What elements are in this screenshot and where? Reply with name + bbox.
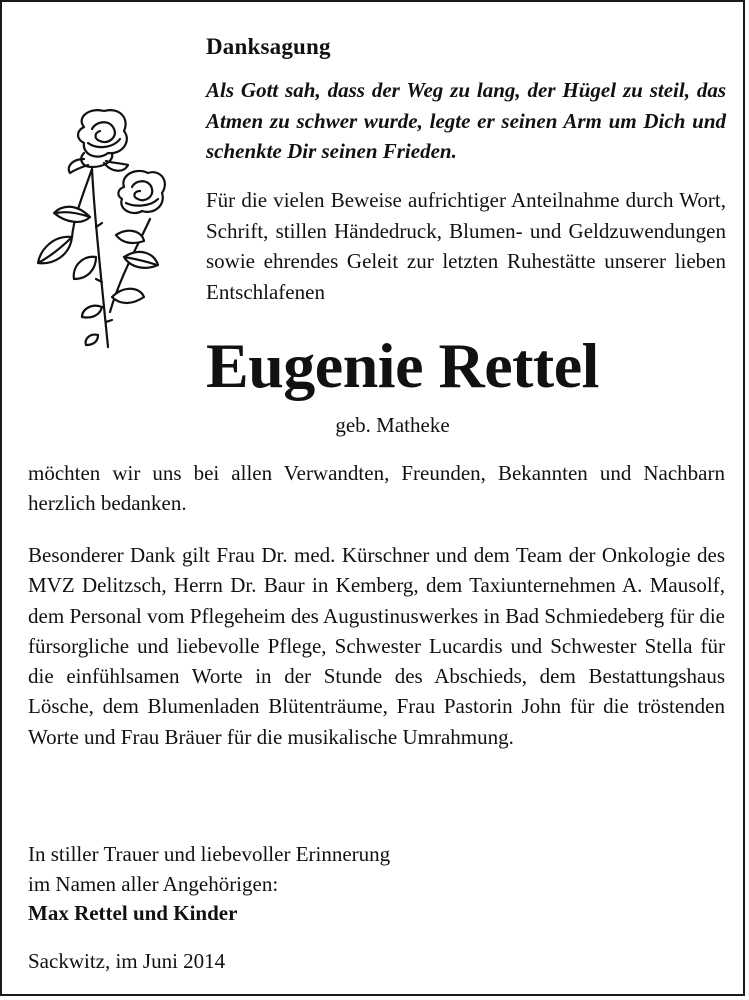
rose-icon: [32, 107, 167, 352]
memorial-quote: Als Gott sah, dass der Weg zu lang, der Hügel zu steil, das Atmen zu schwer wurde, legte er seinen Arm um Dich und schenkte Dir seinen Frieden.: [206, 78, 726, 163]
birth-name: geb. Matheke: [335, 413, 450, 437]
deceased-name: Eugenie Rettel: [206, 330, 599, 401]
intro-paragraph: Für die vielen Beweise aufrichtiger Anteilnahme durch Wort, Schrift, stillen Händedruck, Blumen- und Geldzuwendungen sowie ehrendes Geleit zur letzten Ruhestätte unserer lieben Entschlafenen: [206, 188, 726, 304]
thanks-paragraph: möchten wir uns bei allen Verwandten, Freunden, Bekannten und Nachbarn herzlich bedanken.: [28, 461, 725, 516]
closing-line: im Namen aller Angehörigen:: [28, 871, 279, 896]
closing-line: In stiller Trauer und liebevoller Erinnerung: [28, 842, 391, 866]
place-date: Sackwitz, im Juni 2014: [28, 949, 226, 973]
signer-name: Max Rettel und Kinder: [28, 901, 238, 925]
special-thanks-paragraph: Besonderer Dank gilt Frau Dr. med. Kürschner und dem Team der Onkologie des MVZ Delitzsch, Herrn Dr. Baur in Kemberg, dem Taxiunternehmen A. Mausolf, dem Personal vom Pflegeheim des Augustinuswerkes in Bad Schmiedeberg für die fürsorgliche und liebevolle Pflege, Schwester Lucardis und Schwester Stella für die einfühlsamen Worte in der Stunde des Abschieds, dem Bestattungshaus Lösche, dem Blumenladen Blütenträume, Frau Pastorin John für die tröstenden Worte und Frau Bräuer für die musikalische Umrahmung.: [28, 543, 725, 749]
page-title: Danksagung: [206, 34, 331, 59]
closing-block: [28, 840, 390, 929]
